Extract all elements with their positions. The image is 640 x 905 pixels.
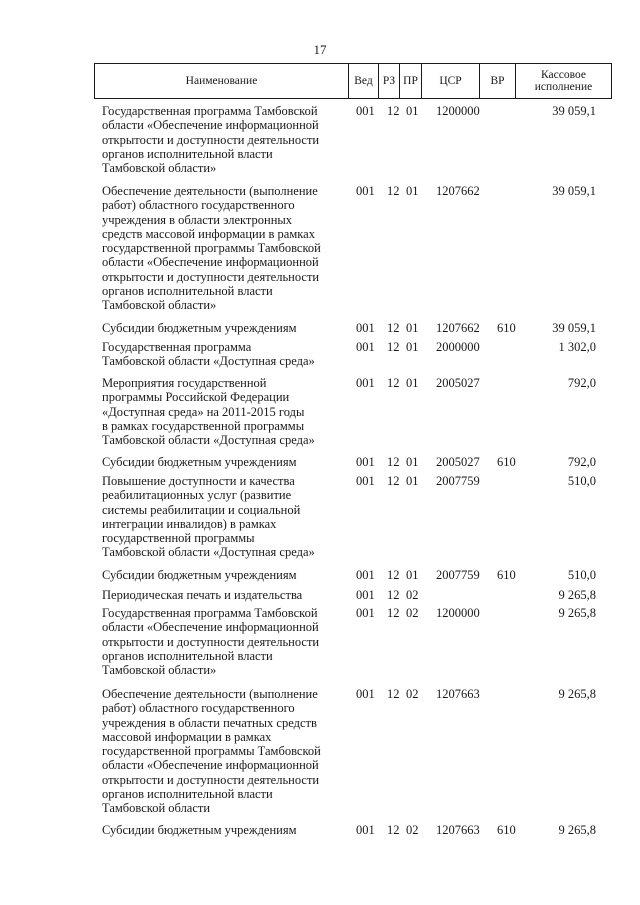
row-name: [102, 823, 350, 837]
row-name: [102, 588, 350, 602]
row-amount: 9 265,8: [558, 823, 596, 837]
row-name-line: интеграции инвалидов) в рамках: [102, 516, 277, 531]
row-amount: 9 265,8: [558, 588, 596, 602]
header-ved: Вед: [349, 64, 379, 98]
row-name-line: открытости и доступности деятельности: [102, 772, 320, 787]
row-rz: 12: [387, 687, 400, 701]
row-name-line: Государственная программа Тамбовской: [102, 104, 318, 118]
row-name-line: Тамбовской области»: [102, 161, 217, 176]
row-name-line: государственной программы Тамбовской: [102, 241, 321, 256]
row-name-line: Субсидии бюджетным учреждениям: [102, 568, 297, 582]
row-ved: 001: [356, 606, 375, 620]
row-pr: 01: [406, 568, 419, 582]
row-pr: 01: [406, 184, 419, 198]
row-ved: 001: [356, 104, 375, 118]
row-name-line: массовой информации в рамках: [102, 729, 272, 744]
row-amount: 39 059,1: [552, 104, 596, 118]
row-amount: 1 302,0: [558, 340, 596, 354]
row-name-line: органов исполнительной власти: [102, 146, 273, 161]
row-pr: 01: [406, 376, 419, 390]
row-name-line: открытости и доступности деятельности: [102, 132, 320, 147]
row-amount: 39 059,1: [552, 321, 596, 335]
row-name: [102, 104, 350, 175]
row-csr: 2005027: [436, 455, 480, 469]
row-rz: 12: [387, 184, 400, 198]
row-name-line: области «Обеспечение информационной: [102, 758, 319, 773]
header-cash-line2: исполнение: [534, 81, 593, 93]
row-name-line: Государственная программа Тамбовской: [102, 606, 318, 620]
row-csr: 2000000: [436, 340, 480, 354]
row-amount: 9 265,8: [558, 606, 596, 620]
row-name-line: Субсидии бюджетным учреждениям: [102, 455, 297, 469]
row-name-line: открытости и доступности деятельности: [102, 634, 320, 649]
row-name-line: Государственная программа: [102, 340, 252, 354]
header-name: Наименование: [95, 64, 349, 98]
row-name: [102, 568, 350, 582]
row-csr: 1207662: [436, 184, 480, 198]
row-name-line: Повышение доступности и качества: [102, 474, 295, 488]
row-rz: 12: [387, 823, 400, 837]
row-csr: 1200000: [436, 606, 480, 620]
header-vr: ВР: [480, 64, 516, 98]
row-csr: 2007759: [436, 474, 480, 488]
row-name: [102, 474, 350, 560]
row-ved: 001: [356, 455, 375, 469]
row-pr: 01: [406, 474, 419, 488]
row-csr: 2007759: [436, 568, 480, 582]
row-name: [102, 606, 350, 677]
row-vr: 610: [497, 321, 516, 335]
row-name: [102, 455, 350, 469]
row-name-line: Периодическая печать и издательства: [102, 588, 303, 602]
row-amount: 510,0: [567, 568, 596, 582]
header-cash-line1: Кассовое: [541, 69, 586, 81]
row-amount: 792,0: [567, 455, 596, 469]
row-name-line: Мероприятия государственной: [102, 376, 267, 390]
row-amount: 39 059,1: [552, 184, 596, 198]
row-rz: 12: [387, 568, 400, 582]
row-ved: 001: [356, 687, 375, 701]
row-name: [102, 376, 350, 447]
row-name-line: Тамбовской области»: [102, 663, 217, 678]
row-name-line: области «Обеспечение информационной: [102, 255, 319, 270]
row-amount: 792,0: [567, 376, 596, 390]
row-name-line: органов исполнительной власти: [102, 787, 273, 802]
row-pr: 01: [406, 340, 419, 354]
row-name-line: области «Обеспечение информационной: [102, 620, 319, 635]
row-rz: 12: [387, 340, 400, 354]
row-csr: 2005027: [436, 376, 480, 390]
row-rz: 12: [387, 606, 400, 620]
row-vr: 610: [497, 455, 516, 469]
row-ved: 001: [356, 823, 375, 837]
row-name-line: Обеспечение деятельности (выполнение: [102, 687, 318, 701]
row-rz: 12: [387, 321, 400, 335]
row-rz: 12: [387, 474, 400, 488]
row-name-line: «Доступная среда» на 2011-2015 годы: [102, 404, 305, 419]
row-csr: 1207662: [436, 321, 480, 335]
row-ved: 001: [356, 376, 375, 390]
row-amount: 510,0: [567, 474, 596, 488]
header-rz: РЗ: [379, 64, 400, 98]
page-number: 17: [313, 42, 327, 57]
row-name-line: области «Обеспечение информационной: [102, 118, 319, 133]
row-pr: 02: [406, 588, 419, 602]
row-ved: 001: [356, 321, 375, 335]
row-pr: 01: [406, 455, 419, 469]
row-csr: 1207663: [436, 687, 480, 701]
row-name: [102, 321, 350, 335]
row-name-line: учреждения в области печатных средств: [102, 715, 317, 730]
row-name-line: Субсидии бюджетным учреждениям: [102, 823, 297, 837]
row-name-line: Тамбовской области «Доступная среда»: [102, 354, 315, 369]
row-rz: 12: [387, 455, 400, 469]
row-name-line: Тамбовской области»: [102, 298, 217, 313]
row-rz: 12: [387, 588, 400, 602]
row-csr: 1200000: [436, 104, 480, 118]
row-name-line: государственной программы Тамбовской: [102, 744, 321, 759]
row-amount: 9 265,8: [558, 687, 596, 701]
row-name-line: в рамках государственной программы: [102, 418, 305, 433]
row-name-line: открытости и доступности деятельности: [102, 269, 320, 284]
row-name-line: Тамбовской области: [102, 801, 211, 816]
row-name-line: органов исполнительной власти: [102, 648, 273, 663]
row-name-line: государственной программы: [102, 531, 255, 546]
row-name-line: Субсидии бюджетным учреждениям: [102, 321, 297, 335]
row-vr: 610: [497, 823, 516, 837]
header-pr: ПР: [400, 64, 422, 98]
row-name-line: реабилитационных услуг (развитие: [102, 488, 292, 503]
row-pr: 02: [406, 687, 419, 701]
row-ved: 001: [356, 474, 375, 488]
row-name-line: органов исполнительной власти: [102, 284, 273, 299]
row-ved: 001: [356, 184, 375, 198]
row-ved: 001: [356, 588, 375, 602]
header-csr: ЦСР: [422, 64, 480, 98]
row-name-line: работ) областного государственного: [102, 198, 295, 213]
row-name-line: Обеспечение деятельности (выполнение: [102, 184, 318, 198]
row-name-line: учреждения в области электронных: [102, 212, 293, 227]
row-name: [102, 340, 350, 369]
row-ved: 001: [356, 340, 375, 354]
row-name-line: Тамбовской области «Доступная среда»: [102, 545, 315, 560]
row-pr: 02: [406, 606, 419, 620]
row-rz: 12: [387, 376, 400, 390]
row-name-line: программы Российской Федерации: [102, 390, 290, 405]
row-csr: 1207663: [436, 823, 480, 837]
row-name: [102, 687, 350, 816]
row-name-line: Тамбовской области «Доступная среда»: [102, 433, 315, 448]
row-rz: 12: [387, 104, 400, 118]
row-name-line: средств массовой информации в рамках: [102, 226, 315, 241]
row-vr: 610: [497, 568, 516, 582]
row-pr: 02: [406, 823, 419, 837]
row-name-line: системы реабилитации и социальной: [102, 502, 301, 517]
row-ved: 001: [356, 568, 375, 582]
row-name-line: работ) областного государственного: [102, 701, 295, 716]
row-pr: 01: [406, 321, 419, 335]
row-name: [102, 184, 350, 313]
row-pr: 01: [406, 104, 419, 118]
